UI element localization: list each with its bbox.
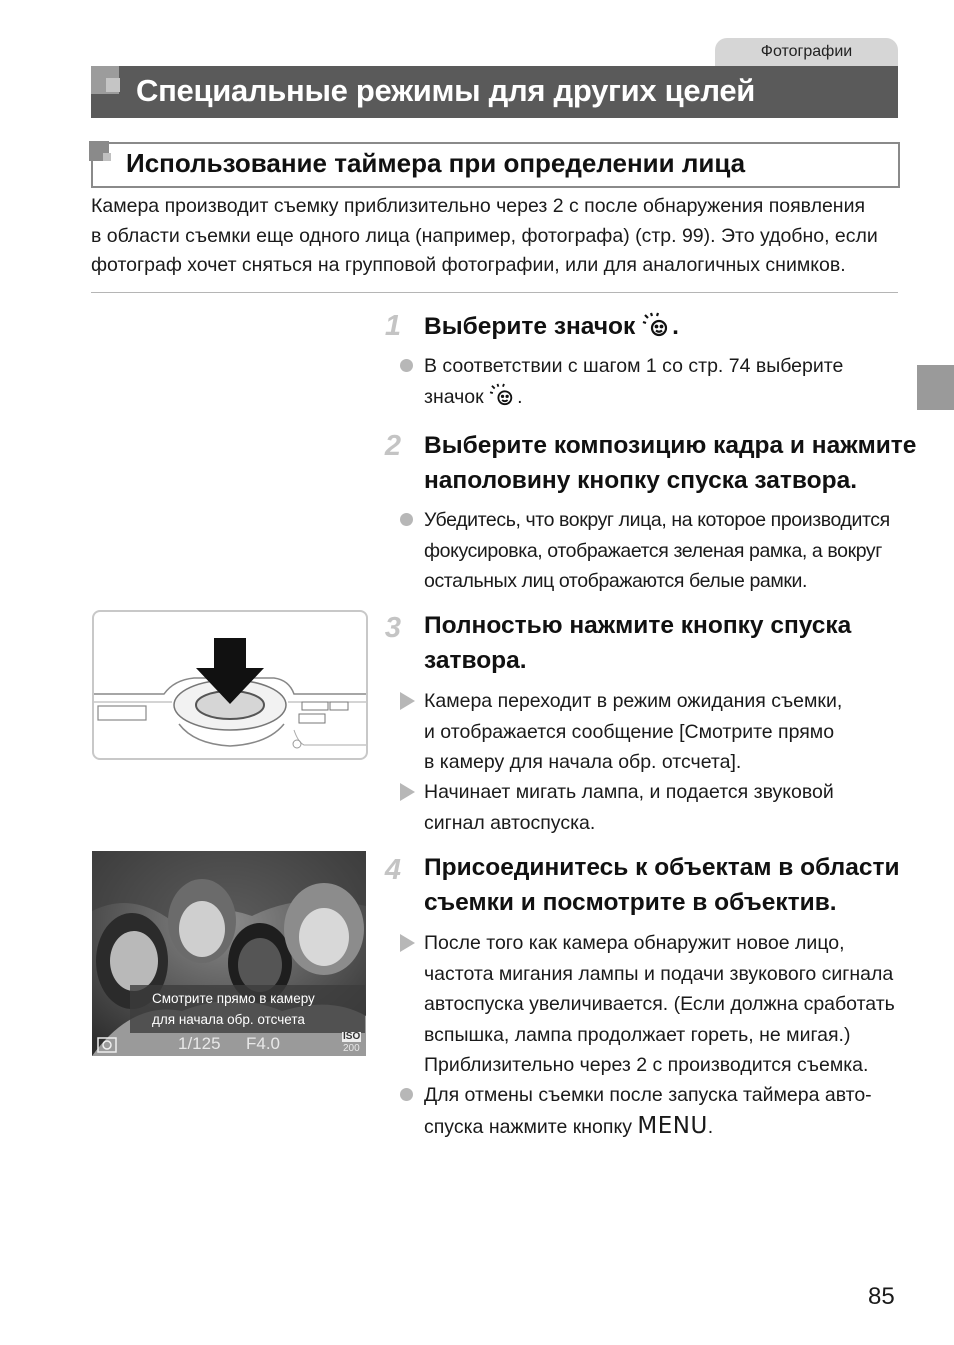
overlay-line: для начала обр. отсчета [152,1012,305,1027]
step-number: 1 [384,310,402,342]
aperture-value: F4.0 [246,1034,281,1053]
shutter-button-illustration [92,610,368,760]
camera-mode-icon [97,1037,117,1053]
step-heading [424,428,917,498]
step-heading [424,850,904,920]
camera-top-drawing [94,612,366,758]
step-bullet-text [424,505,904,597]
page-number: 85 [868,1283,895,1310]
countdown-message [130,985,365,1033]
chapter-side-tab [917,365,954,410]
bullet-line: вспышка, лампа продолжает гореть, не мигая.) [424,1023,851,1046]
category-tab: Фотографии [715,38,898,66]
bullet-line: фокусировка, отображается зеленая рамка, а вокруг [424,539,882,562]
bullet-line: Для отмены съемки после запуска таймера авто- [424,1084,872,1106]
bullet-dot-icon [400,359,413,372]
overlay-line: Смотрите прямо в камеру [152,991,315,1006]
bullet-line: Камера переходит в режим ожидания съемки, [424,690,843,712]
step-heading-line: затвора. [424,647,527,674]
result-triangle-icon [400,692,415,710]
intro-line: в области съемки еще одного лица (например, фотографа) (стр. 99). Это удобно, если [91,224,878,247]
bullet-line: Начинает мигать лампа, и подается звуковой [424,781,834,803]
section-title: Использование таймера при определении лица [126,148,746,178]
bullet-line: значок . [424,382,904,413]
chapter-marker-inner [106,78,120,92]
step-heading-line: Полностью нажмите кнопку спуска [424,612,852,639]
chapter-title: Специальные режимы для других целей [136,73,756,108]
lcd-status-bar [92,1031,366,1056]
step-bullet-text [424,1080,904,1142]
step-heading [424,608,904,678]
step-bullet-text [424,777,904,838]
bullet-line: В соответствии с шагом 1 со стр. 74 выберите [424,355,844,377]
step-bullet-text [424,351,904,412]
step-number: 4 [384,854,402,886]
result-triangle-icon [400,783,415,801]
iso-label: ISO [343,1031,361,1042]
result-triangle-icon [400,934,415,952]
step-heading [424,309,904,344]
menu-button-label: MENU [637,1112,708,1139]
bullet-line: частота мигания лампы и подачи звукового сигнала [424,962,894,985]
step-heading-line: Выберите композицию кадра и нажмите [424,432,917,459]
step-heading-line: Выберите значок . [424,313,679,340]
intro-line: Камера производит съемку приблизительно через 2 с после обнаружения появления [91,195,866,217]
bullet-dot-icon [400,513,413,526]
shutter-speed: 1/125 [178,1034,221,1053]
lcd-screen-photo [92,851,366,1056]
face-self-timer-icon [489,383,517,407]
bullet-line: сигнал автоспуска. [424,811,596,834]
step-bullet-text [424,928,904,1081]
intro-paragraph [91,192,901,281]
step-number: 2 [384,430,402,462]
bullet-line: и отображается сообщение [Смотрите прямо [424,720,835,743]
step-heading-line: Присоединитесь к объектам в области [424,854,900,881]
intro-line: фотограф хочет сняться на групповой фотографии, или для аналогичных снимков. [91,254,846,276]
bullet-line: автоспуска увеличивается. (Если должна сработать [424,993,895,1015]
bullet-line: остальных лиц отображаются белые рамки. [424,570,807,592]
bullet-line: Убедитесь, что вокруг лица, на которое производится [424,509,890,531]
bullet-line: спуска нажмите кнопку MENU. [424,1112,714,1139]
section-marker-inner [103,153,111,161]
step-number: 3 [384,612,402,644]
bullet-dot-icon [400,1088,413,1101]
step-bullet-text [424,686,904,778]
iso-value: 200 [343,1043,360,1054]
bullet-line: Приблизительно через 2 с производится съемка. [424,1054,869,1076]
step-heading-line: съемки и посмотрите в объектив. [424,889,837,916]
bullet-line: После того как камера обнаружит новое лицо, [424,932,845,954]
divider [91,292,898,293]
face-self-timer-icon [642,312,672,338]
step-heading-line: наполовину кнопку спуска затвора. [424,467,857,494]
bullet-line: в камеру для начала обр. отсчета]. [424,751,742,773]
